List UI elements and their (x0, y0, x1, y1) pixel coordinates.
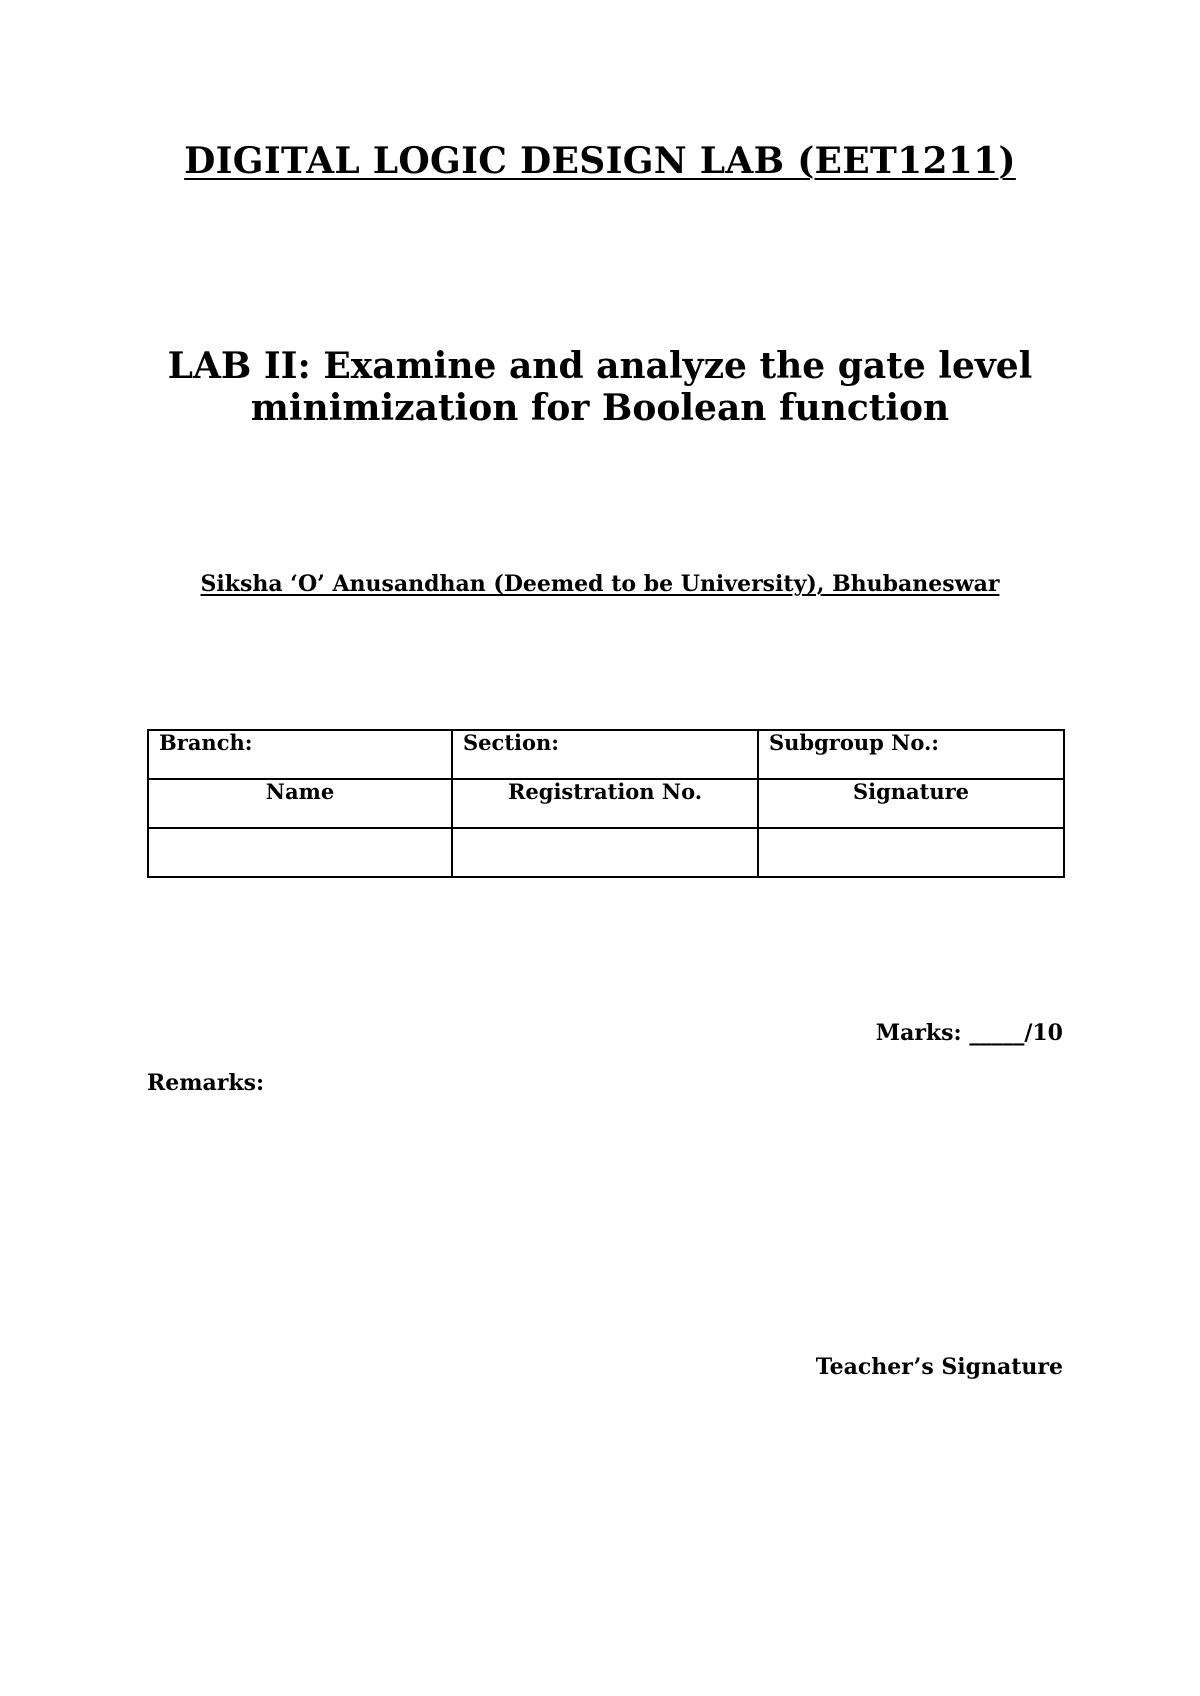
university-name: Siksha ‘O’ Anusandhan (Deemed to be University), Bhubaneswar (200, 571, 1000, 597)
lab-title (0, 345, 1200, 429)
branch-label: Branch: (148, 730, 452, 779)
signature-header: Signature (758, 779, 1064, 828)
registration-cell[interactable] (452, 828, 758, 877)
name-header: Name (148, 779, 452, 828)
table-row (148, 730, 1064, 779)
lab-title-line-1: LAB II: Examine and analyze the gate level (167, 345, 1033, 387)
name-cell[interactable] (148, 828, 452, 877)
marks-field: Marks: _____/10 (875, 1020, 1063, 1046)
teacher-signature-label: Teacher’s Signature (815, 1354, 1063, 1380)
student-info-table (147, 729, 1065, 878)
table-row (148, 828, 1064, 877)
registration-header: Registration No. (452, 779, 758, 828)
table-header-row (148, 779, 1064, 828)
signature-cell[interactable] (758, 828, 1064, 877)
course-title: DIGITAL LOGIC DESIGN LAB (EET1211) (184, 140, 1016, 182)
remarks-label: Remarks: (147, 1070, 265, 1096)
lab-title-line-2: minimization for Boolean function (250, 387, 950, 429)
section-label: Section: (452, 730, 758, 779)
subgroup-label: Subgroup No.: (758, 730, 1064, 779)
